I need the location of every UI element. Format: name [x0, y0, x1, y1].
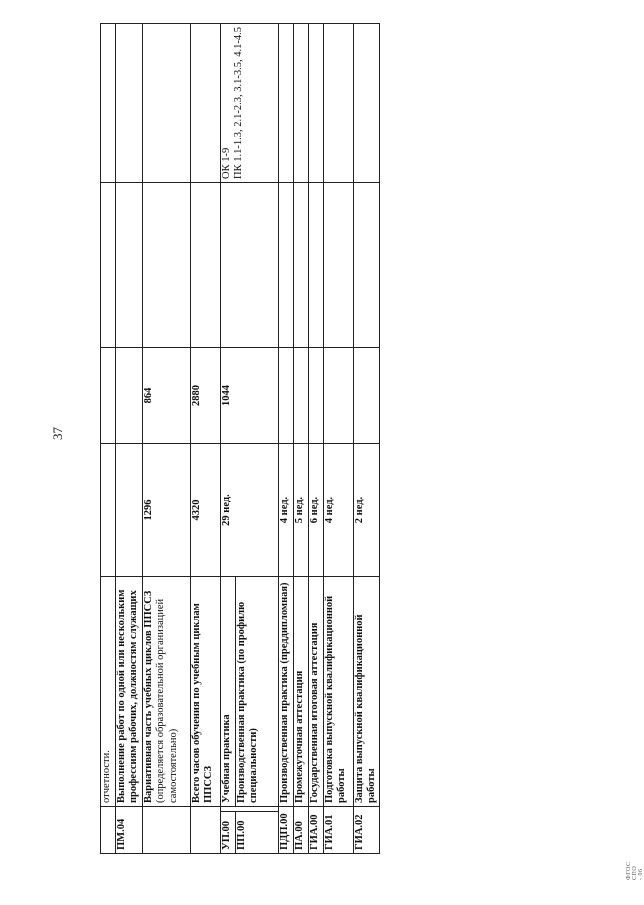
row-cycles [309, 183, 324, 348]
row-mandatory [101, 348, 116, 444]
row-cycles [221, 183, 279, 348]
table-row [354, 24, 380, 854]
row-codes [294, 24, 309, 183]
table-row [101, 24, 116, 854]
row-cycles [324, 183, 354, 348]
row-cycles [279, 183, 294, 348]
row-max-load: 1296 [143, 444, 191, 577]
row-index: ПМ.04 [116, 807, 143, 854]
table-row [309, 24, 324, 854]
row-name: Промежуточная аттестация [294, 577, 309, 807]
row-mandatory: 864 [143, 348, 191, 444]
row-mandatory [279, 348, 294, 444]
row-mandatory [354, 348, 380, 444]
row-name: Подготовка выпускной квалификационной работы [324, 577, 354, 807]
row-index: ГИА.01 [324, 807, 354, 854]
row-max-load: 4320 [191, 444, 221, 577]
row-mandatory: 2880 [191, 348, 221, 444]
row-cycles [116, 183, 143, 348]
row-max-load: 4 нед. [324, 444, 354, 577]
row-name-main: Вариативная часть учебных циклов ППССЗ [143, 590, 154, 803]
page-number: 37 [50, 427, 65, 440]
row-max-load: 5 нед. [294, 444, 309, 577]
row-mandatory [309, 348, 324, 444]
row-name: Учебная практика [221, 577, 236, 807]
row-cycles [191, 183, 221, 348]
row-cycles [101, 183, 116, 348]
row-name: Выполнение работ по одной или нескольким профессиям рабочих, должностям служащих [116, 577, 143, 807]
row-mandatory [294, 348, 309, 444]
row-max-load: 2 нед. [354, 444, 380, 577]
row-name: Защита выпускной квалификационной работы [354, 577, 380, 807]
row-max-load: 4 нед. [279, 444, 294, 577]
row-index: ПП.00 [236, 812, 279, 854]
table-row [279, 24, 294, 854]
table-row [324, 24, 354, 854]
row-index: ГИА.00 [309, 807, 324, 854]
table-row [191, 24, 221, 854]
rotated-table-container [100, 24, 378, 854]
row-codes [279, 24, 294, 183]
table-row [143, 24, 191, 854]
row-cycles [354, 183, 380, 348]
row-max-load: 29 нед. [221, 444, 279, 577]
row-codes [309, 24, 324, 183]
row-index [143, 807, 191, 854]
row-name [143, 577, 191, 807]
table-row [294, 24, 309, 854]
row-name: Всего часов обучения по учебным циклам ППССЗ [191, 577, 221, 807]
row-codes [116, 24, 143, 183]
row-name-note: (определяется образовательной организацией самостоятельно) [155, 598, 179, 803]
row-index: ПДП.00 [279, 807, 294, 854]
row-codes: ОК 1-9 ПК 1.1-1.3, 2.1-2.3, 3.1-3.5, 4.1-4.5 [221, 24, 279, 183]
row-max-load [101, 444, 116, 577]
row-index: УП.00 [221, 812, 236, 854]
row-codes [143, 24, 191, 183]
row-name: Производственная практика (по профилю специальности) [236, 577, 279, 807]
row-name: Производственная практика (преддипломная) [279, 577, 294, 807]
row-name: отчетности. [101, 577, 116, 807]
curriculum-table [100, 23, 380, 854]
row-codes [354, 24, 380, 183]
row-mandatory: 1044 [221, 348, 279, 444]
row-name: Государственная итоговая аттестация [309, 577, 324, 807]
row-index [191, 807, 221, 854]
row-index [101, 807, 116, 854]
row-codes [324, 24, 354, 183]
table-row [116, 24, 143, 854]
row-mandatory [324, 348, 354, 444]
row-index: ПА.00 [294, 807, 309, 854]
row-cycles [294, 183, 309, 348]
row-max-load [116, 444, 143, 577]
table-row [221, 24, 236, 854]
row-index: ГИА.02 [354, 807, 380, 854]
footer-code: ФГОС СПО - 06 [626, 861, 644, 880]
row-mandatory [116, 348, 143, 444]
row-max-load: 6 нед. [309, 444, 324, 577]
row-codes [191, 24, 221, 183]
row-cycles [143, 183, 191, 348]
row-codes [101, 24, 116, 183]
